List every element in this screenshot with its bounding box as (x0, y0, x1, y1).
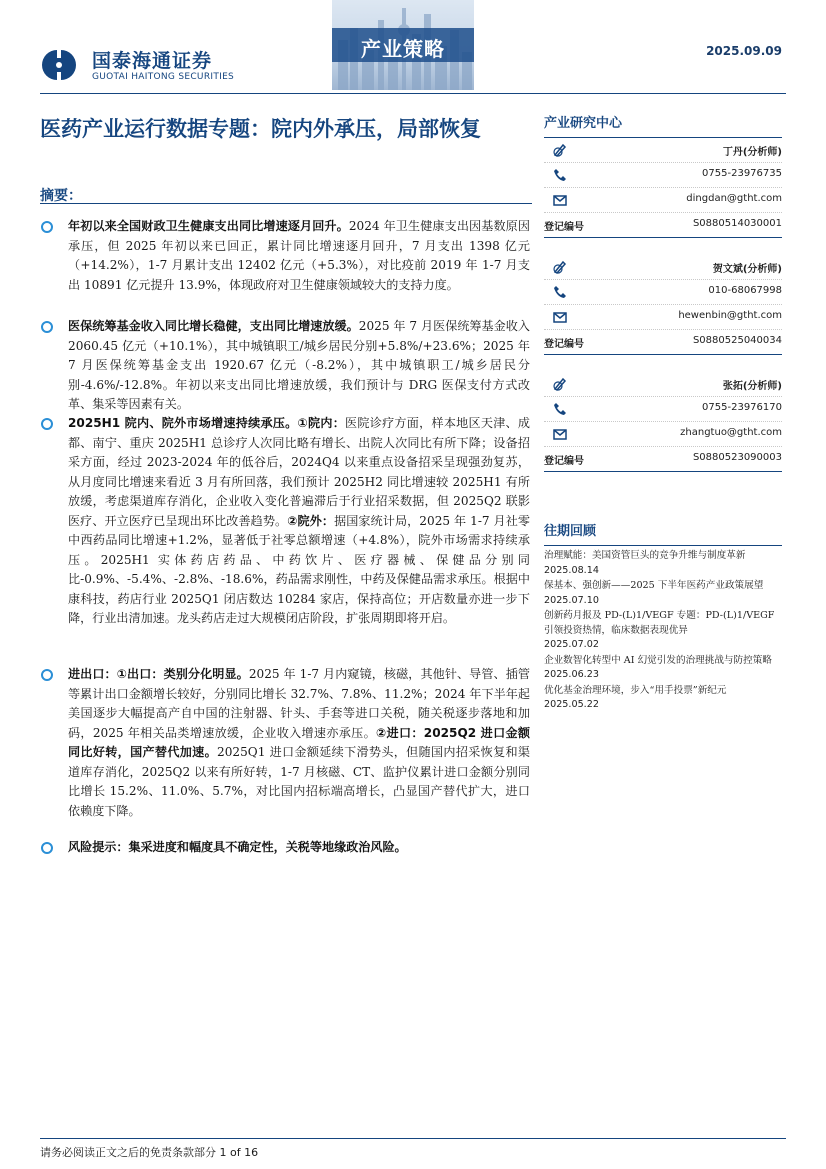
analyst-phone: 010-68067998 (708, 285, 782, 296)
analyst-name: 贺文斌(分析师) (712, 264, 782, 275)
past-report-item[interactable] (544, 654, 782, 683)
past-report-date: 2025.08.14 (544, 564, 599, 576)
bullet-lead: 进出口：①出口：类别分化明显。 (68, 667, 249, 681)
analyst-email[interactable]: zhangtuo@gtht.com (680, 427, 782, 438)
past-report-item[interactable] (544, 609, 782, 653)
category-label: 产业策略 (361, 37, 445, 61)
past-report-item[interactable] (544, 549, 782, 578)
registration-label: 登记编号 (544, 456, 584, 467)
page-number: 1 of 16 (219, 1146, 259, 1159)
bullet-text: 2024 年卫生健康支出因基数原因承压，但 2025 年初以来已回正，累计同比增速逐月回升，7 月支出 1398 亿元（+14.2%），1-7 月累计支出 12402 亿元（+5.3%），对比疫前 2019 年 1-7 月支出 10891 亿元提升 13.9%，体现政府对卫生健康领域较大的支持力度。 (68, 219, 530, 292)
past-reports-heading: 往期回顾 (544, 520, 782, 546)
disclaimer-note: 请务必阅读正文之后的免责条款部分 (40, 1146, 216, 1159)
analyst-card (544, 372, 782, 472)
bullet-text: 医院诊疗方面，样本地区天津、成都、南宁、重庆 2025H1 总诊疗人次同比略有增长、出院人次同比有所下降；设备招采方面，经过 2023-2024 年的低谷后，2024Q4 以来重点设备招采呈现强劲复苏，从月度同比增速来看近 3 月有所回落，我们预计 2025H2 同比增速较 2025H1 有所放缓，考虑渠道库存消化，企业收入变化普遍滞后于行业招采数据，但 2025Q2 联影医疗、开立医疗已呈现出环比改善趋势。 (68, 416, 530, 528)
analyst-registration: S0880523090003 (692, 452, 782, 463)
bullet-lead: 2025H1 院内、院外市场增速持续承压。①院内： (68, 416, 346, 430)
bullet-text: 据国家统计局，2025 年 1-7 月社零中西药品同比增速+1.2%，显著低于社零总额增速（+4.8%），院外市场需求持续承压。2025H1 实体药店药品、中药饮片、医疗器械、保健品分别同比-0.9%、-5.4%、-2.8%、-18.6%，药品需求刚性，中药及保健品需求承压。根据中康科技，药店行业 2025Q1 闭店数达 10284 家店，保持高位；开店数量亦进一步下降，行业出清加速。龙头药店走过大规模闭店阶段，扩张周期即将开启。 (68, 513, 530, 625)
bullet-text: 2025 年 7 月医保统筹基金收入 2060.45 亿元（+10.1%），其中城镇职工/城乡居民分别+5.8%/+23.6%；2025 年 7 月医保统筹基金支出 1920.67 亿元（-8.2%），其中城镇职工/城乡居民分别-4.6%/-12.8%。年初以来支出同比增速放缓，我们预计与 DRG 医保支付方式改革、集采等因素有关。 (68, 319, 530, 411)
summary-heading: 摘要： (40, 188, 82, 204)
past-report-item[interactable] (544, 684, 782, 713)
research-center-heading: 产业研究中心 (544, 112, 782, 138)
analyst-phone: 0755-23976170 (702, 402, 782, 413)
sidebar (544, 112, 782, 713)
phone-icon (552, 284, 568, 300)
bullet-lead: 风险提示：集采进度和幅度具不确定性，关税等地缘政治风险。 (68, 840, 407, 854)
past-report-item[interactable] (544, 579, 782, 608)
phone-icon (552, 401, 568, 417)
mail-icon (552, 192, 568, 208)
summary-bullet (40, 665, 532, 821)
bullet-paragraph (68, 838, 530, 858)
summary-bullet (40, 414, 532, 629)
analyst-registration: S0880514030001 (692, 218, 782, 229)
header-divider (40, 93, 786, 94)
category-banner (332, 0, 474, 90)
analyst-card (544, 138, 782, 238)
analyst-email[interactable]: dingdan@gtht.com (686, 193, 782, 204)
past-report-title[interactable]: 保基本、强创新——2025 下半年医药产业政策展望 (544, 580, 764, 591)
bullet-lead: ②进口：2025Q2 进口金额同比好转，国产替代加速。 (68, 725, 531, 759)
bullet-lead: 医保统筹基金收入同比增长稳健，支出同比增速放缓。 (68, 319, 359, 333)
mail-icon (552, 426, 568, 442)
past-report-title[interactable]: 优化基金治理环境，步入“用手投票”新纪元 (544, 684, 727, 696)
analyst-phone: 0755-23976735 (702, 168, 782, 179)
pen-icon (552, 142, 568, 158)
analyst-email[interactable]: hewenbin@gtht.com (678, 310, 782, 321)
past-report-date: 2025.06.23 (544, 669, 599, 680)
summary-bullet (40, 217, 532, 295)
past-report-date: 2025.07.02 (544, 639, 599, 650)
analyst-registration: S0880525040034 (692, 335, 782, 346)
past-report-title[interactable]: 创新药月报及 PD-(L)1/VEGF 专题：PD-(L)1/VEGF 引领投资热情，临床数据表现优异 (544, 610, 775, 636)
footer-divider (40, 1138, 786, 1139)
analyst-name: 丁丹(分析师) (722, 147, 782, 158)
footer (40, 1144, 258, 1160)
summary-bullet (40, 838, 532, 858)
pen-icon (552, 259, 568, 275)
bullet-lead: ②院外： (287, 513, 335, 528)
past-reports-list (544, 549, 782, 713)
logo-subtitle: GUOTAI HAITONG SECURITIES (92, 72, 235, 82)
bullet-text: 2025Q1 进口金额延续下滑势头，但随国内招采恢复和渠道库存消化，2025Q2 以来有所好转，1-7 月核磁、CT、监护仪累计进口金额分别同比增长 15.2%、11.0%、5.7%，对比国内招标端高增长，凸显国产替代扩大，进口依赖度下降。 (68, 745, 530, 818)
bullet-lead: 年初以来全国财政卫生健康支出同比增速逐月回升。 (68, 219, 349, 233)
report-date: 2025.09.09 (706, 44, 782, 58)
logo-text: 国泰海通证券 (92, 50, 213, 72)
bullet-paragraph (68, 217, 530, 295)
report-title: 医药产业运行数据专题：院内外承压，局部恢复 (40, 117, 481, 141)
past-report-date: 2025.05.22 (544, 699, 599, 710)
analyst-card (544, 255, 782, 355)
past-report-title[interactable]: 治理赋能：美国资管巨头的竞争升维与制度革新 (544, 550, 746, 561)
bullet-icon (41, 842, 53, 854)
logo-mark-icon (40, 48, 80, 82)
analyst-name: 张拓(分析师) (722, 381, 782, 392)
registration-label: 登记编号 (544, 339, 584, 350)
bullet-paragraph (68, 414, 530, 629)
mail-icon (552, 309, 568, 325)
pen-icon (552, 376, 568, 392)
past-report-title[interactable]: 企业数智化转型中 AI 幻觉引发的治理挑战与防控策略 (544, 654, 772, 666)
bullet-text: 2025 年 1-7 月内窥镜，核磁，其他针、导管、插管等累计出口金额增长较好，分别同比增长 32.7%、7.8%、11.2%；2024 年下半年起美国逐步大幅提高产自中国的注射器、针头、手套等进口关税，随关税逐步落地和加码，2025 年相关品类增速放缓，企业收入增速亦承压。 (68, 667, 530, 740)
registration-label: 登记编号 (544, 222, 584, 233)
bullet-icon (41, 418, 53, 430)
past-report-date: 2025.07.10 (544, 594, 599, 606)
phone-icon (552, 167, 568, 183)
bullet-icon (41, 221, 53, 233)
bullet-icon (41, 321, 53, 333)
bullet-paragraph (68, 317, 530, 415)
summary-divider (40, 203, 532, 204)
bullet-icon (41, 669, 53, 681)
bullet-paragraph (68, 665, 530, 821)
summary-bullet (40, 317, 532, 415)
